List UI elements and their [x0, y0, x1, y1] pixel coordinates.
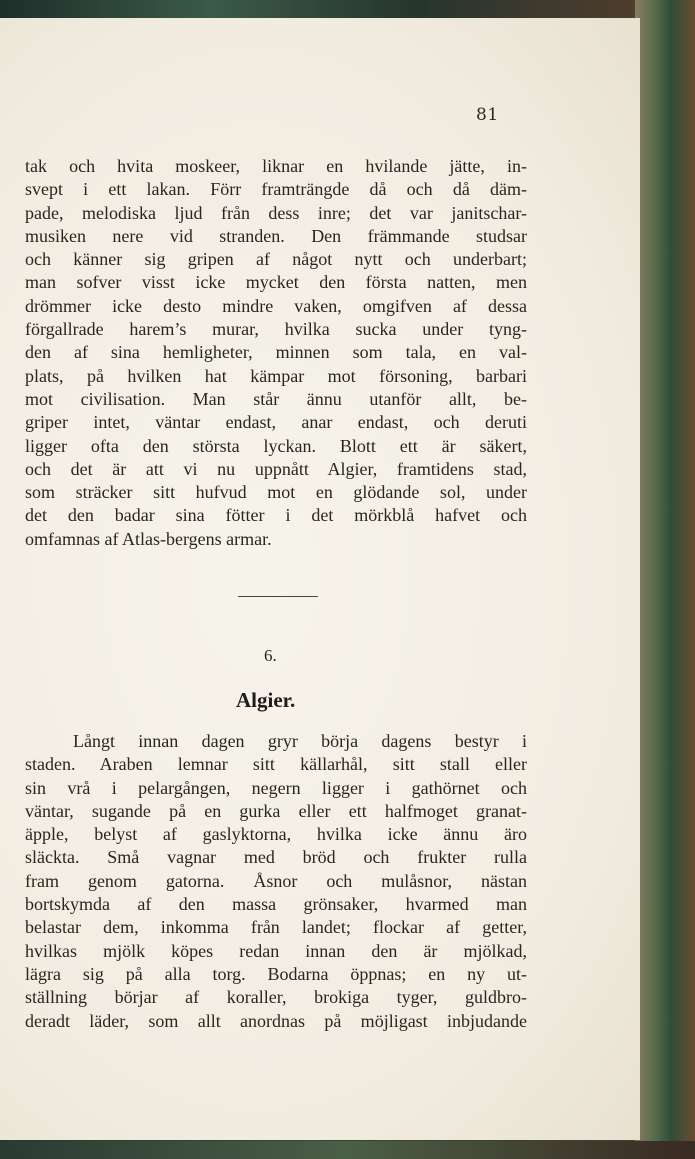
- page-number: 81: [476, 105, 499, 125]
- text-line: som sträcker sitt hufvud mot en glödande sol, under: [25, 482, 527, 503]
- text-line: pade, melodiska ljud från dess inre; det var janitschar-: [25, 202, 527, 223]
- text-line: man sofver visst icke mycket den första natten, men: [25, 272, 527, 293]
- text-line: ställning börjar af koraller, brokiga tyger, guldbro-: [25, 987, 527, 1008]
- text-line: deradt läder, som allt anordnas på möjligast inbjudande: [25, 1010, 527, 1031]
- text-line: väntar, sugande på en gurka eller ett halfmoget granat-: [25, 800, 527, 821]
- text-line: Långt innan dagen gryr börja dagens bestyr i: [73, 731, 527, 751]
- text-line: förgallrade harem’s murar, hvilka sucka under tyng-: [25, 319, 527, 340]
- text-line: fram genom gatorna. Åsnor och mulåsnor, nästan: [25, 870, 527, 891]
- text-line: griper intet, väntar endast, anar endast, och deruti: [25, 412, 527, 433]
- text-line: plats, på hvilken hat kämpar mot försoning, barbari: [25, 365, 527, 386]
- text-line: äpple, belyst af gaslyktorna, hvilka icke ännu äro: [25, 824, 527, 845]
- paragraph-2: [25, 730, 527, 1033]
- section-divider: [238, 596, 318, 597]
- text-line: och det är att vi nu uppnått Algier, framtidens stad,: [25, 458, 527, 479]
- text-line: sin vrå i pelargången, negern ligger i gathörnet och: [25, 777, 527, 798]
- section-title: Algier.: [236, 688, 296, 712]
- text-line: drömmer icke desto mindre vaken, omgifven af dessa: [25, 295, 527, 316]
- text-line: belastar dem, inkomma från landet; flockar af getter,: [25, 917, 527, 938]
- text-line: omfamnas af Atlas-bergens armar.: [25, 528, 272, 549]
- text-line: och känner sig gripen af något nytt och underbart;: [25, 249, 527, 270]
- book-bottom-edge: [0, 1141, 695, 1159]
- text-line: mot civilisation. Man står ännu utanför allt, be-: [25, 388, 527, 409]
- text-line: den af sina hemligheter, minnen som tala, en val-: [25, 342, 527, 363]
- text-line: ligger ofta den största lyckan. Blott ett är säkert,: [25, 435, 527, 456]
- text-line: det den badar sina fötter i det mörkblå hafvet och: [25, 505, 527, 526]
- text-line: lägra sig på alla torg. Bodarna öppnas; en ny ut-: [25, 963, 527, 984]
- text-line: hvilkas mjölk köpes redan innan den är mjölkad,: [25, 940, 527, 961]
- section-number: 6.: [264, 646, 277, 665]
- book-page: [0, 18, 640, 1140]
- text-line: staden. Araben lemnar sitt källarhål, sitt stall eller: [25, 754, 527, 775]
- text-line: släckta. Små vagnar med bröd och frukter rulla: [25, 847, 527, 868]
- book-cover-edge: [635, 0, 695, 1159]
- text-line: musiken nere vid stranden. Den främmande studsar: [25, 225, 527, 246]
- text-line: bortskymda af den massa grönsaker, hvarmed man: [25, 894, 527, 915]
- paragraph-1: [25, 155, 527, 551]
- text-line: tak och hvita moskeer, liknar en hvilande jätte, in-: [25, 156, 527, 176]
- text-line: svept i ett lakan. Förr framträngde då och då däm-: [25, 179, 527, 200]
